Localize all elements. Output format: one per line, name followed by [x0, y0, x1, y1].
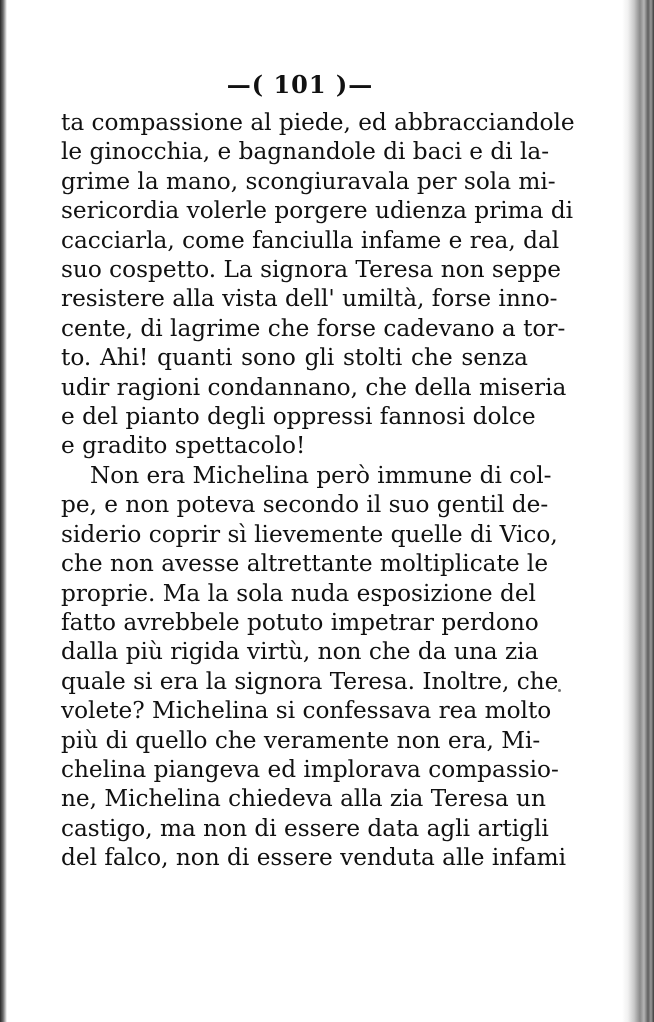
- text-line: fatto avrebbele potuto impetrar perdono: [61, 608, 539, 636]
- text-line: più di quello che veramente non era, Mi-: [61, 726, 541, 754]
- text-line: to. Ahi! quanti sono gli stolti che senza: [61, 344, 528, 372]
- text-line: cacciarla, come fanciulla infame e rea, dal: [61, 226, 560, 254]
- text-line: castigo, ma non di essere data agli artigli: [61, 814, 549, 842]
- text-line: del falco, non di essere venduta alle infami: [61, 844, 567, 872]
- text-line: sericordia volerle porgere udienza prima di: [61, 197, 574, 225]
- text-line: che non avesse altrettante moltiplicate le: [61, 550, 549, 578]
- text-line: pe, e non poteva secondo il suo gentil de-: [61, 491, 549, 519]
- text-line: quale si era la signora Teresa. Inoltre, che: [61, 667, 559, 695]
- page-left-edge: [0, 0, 7, 1022]
- paragraph-end-line: e gradito spettacolo!: [61, 432, 306, 460]
- text-line: resistere alla vista dell' umiltà, forse inno-: [61, 285, 558, 313]
- paragraph-start-line: Non era Michelina però immune di col-: [90, 461, 552, 489]
- text-line: e del pianto degli oppressi fannosi dolce: [61, 403, 536, 431]
- text-line: udir ragioni condannano, che della miseria: [61, 373, 567, 401]
- page-body-text: [61, 108, 575, 873]
- text-line: ne, Michelina chiedeva alla zia Teresa un: [61, 785, 546, 813]
- text-line: volete? Michelina si confessava rea molto: [61, 697, 552, 725]
- text-line: suo cospetto. La signora Teresa non seppe: [61, 256, 561, 284]
- text-line: ta compassione al piede, ed abbracciandole: [61, 109, 575, 136]
- paper-speck: [558, 689, 561, 692]
- text-line: cente, di lagrime che forse cadevano a tor-: [61, 314, 566, 342]
- text-line: le ginocchia, e bagnandole di baci e di la-: [61, 138, 550, 166]
- text-line: grime la mano, scongiuravala per sola mi-: [61, 167, 556, 195]
- page-number-header: —( 101 )—: [226, 70, 374, 99]
- text-line: chelina piangeva ed implorava compassio-: [61, 755, 559, 783]
- page-right-edge: [622, 0, 654, 1022]
- text-line: siderio coprir sì lievemente quelle di Vico,: [61, 520, 558, 548]
- text-line: proprie. Ma la sola nuda esposizione del: [61, 579, 536, 607]
- text-line: dalla più rigida virtù, non che da una zia: [61, 638, 539, 666]
